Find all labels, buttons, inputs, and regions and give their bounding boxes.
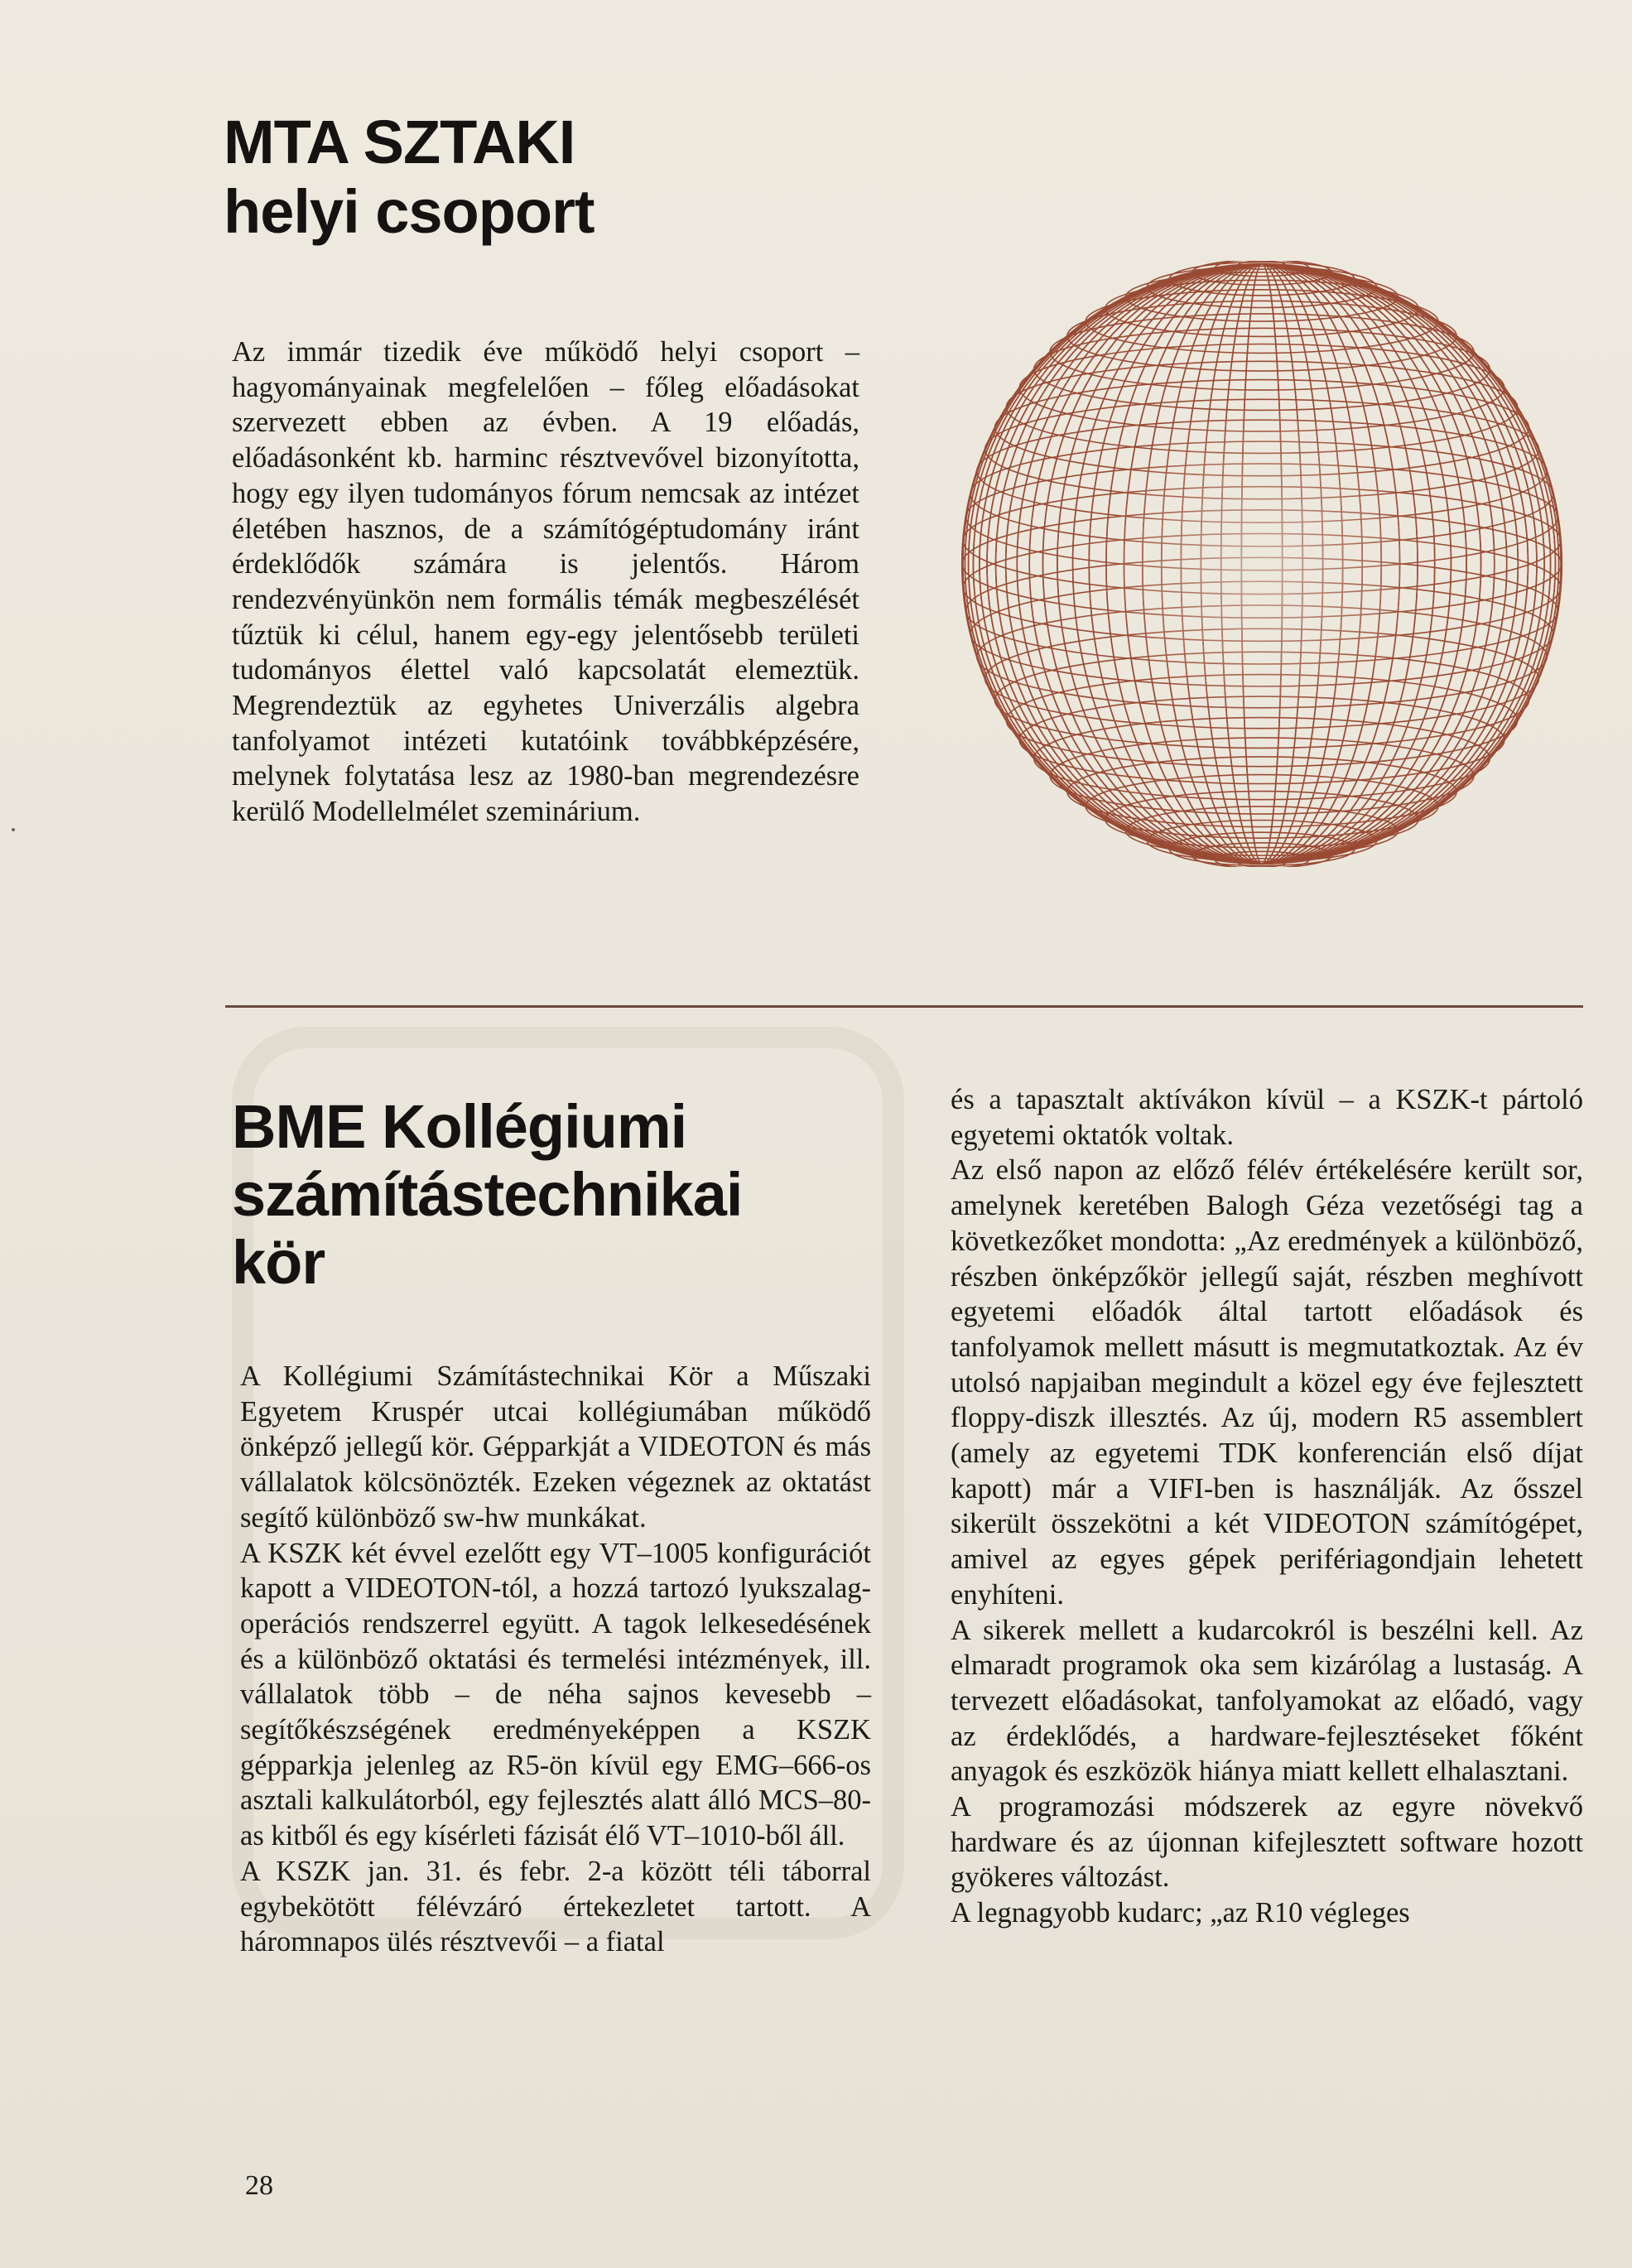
sphere-parallel <box>1034 328 1490 410</box>
bme-right-paragraph-1: és a tapasztalt aktívákon kívül – a KSZK-t pártoló egyetemi oktatók voltak. <box>951 1084 1583 1151</box>
bme-right-paragraph-2: Az első napon az előző félév értékelésére került sor, amelynek keretében Balogh Géza vezetőségi tag a következőket mondotta: „Az eredmények a különböző, részben önképzőkör jellegű saját, részben meghívott egyetemi előadók által tartott előadások és tanfolyamok mellett másutt is megmutatkoztak. Az év utolsó napjaiban megindult a közel egy éve fejlesztett floppy-diszk illesztés. Az új, modern R5 assemblert (amely az egyetemi TDK konferencián első díjat kapott) már a VIFI-ben is használják. Az ősszel sikerült összekötni a két VIDEOTON számítógépet, amivel az egyes gépek perifériagondjain lehetett enyhíteni. <box>951 1154 1583 1611</box>
sztaki-title-line2: helyi csoport <box>224 177 595 246</box>
wireframe-sphere-graphic <box>959 261 1565 867</box>
bme-title-line1: BME Kollégiumi <box>232 1092 687 1161</box>
bme-right-paragraph-4: A programozási módszerek az egyre növekvő hardware és az újonnan kifejlesztett software hozott gyökeres változást. <box>951 1791 1583 1894</box>
bme-right-paragraph-3: A sikerek mellett a kudarcokról is beszélni kell. Az elmaradt programok oka sem kizárólag a lustaság. A tervezett előadásokat, tanfolyamokat az előadó, vagy az érdeklődés, a hardware-fejlesztéseket főként anyagok és eszközök hiánya miatt kellett elhalasztani. <box>951 1614 1583 1788</box>
section-divider <box>225 1005 1583 1008</box>
bme-title-line3: kör <box>232 1228 325 1297</box>
sztaki-article-body <box>232 335 859 830</box>
bme-left-paragraph-2: A KSZK két évvel ezelőtt egy VT–1005 konfigurációt kapott a VIDEOTON-tól, a hozzá tartozó lyukszalag-operációs rendszerrel együtt. A tagok lelkesedésének és a különböző oktatási és termelési intézmények, ill. vállalatok több – de néha sajnos kevesebb – segítőkészségének eredményeképpen a KSZK gépparkja jelenleg az R5-ön kívül egy EMG–666-os asztali kalkulátorból, egy fejlesztés alatt álló MCS–80-as kitből és egy kísérleti fázisát élő VT–1010-ből áll. <box>240 1537 871 1852</box>
sphere-illustration <box>959 261 1565 867</box>
sphere-parallel <box>1050 314 1474 390</box>
sphere-parallel <box>1169 262 1355 296</box>
bme-article-left-column <box>240 1359 871 1960</box>
bme-left-paragraph-3: A KSZK jan. 31. és febr. 2-a között téli táborral egybekötött félévzáró értekezletet tartott. A háromnapos ülés résztvevői – a fiatal <box>240 1855 871 1958</box>
sztaki-section-title <box>224 108 595 247</box>
bme-article-right-column <box>951 1082 1583 1931</box>
sztaki-title-line1: MTA SZTAKI <box>224 108 575 176</box>
sphere-parallel <box>1050 738 1474 814</box>
bme-section-title <box>232 1093 878 1297</box>
paper-speck <box>12 828 15 831</box>
sztaki-paragraph: Az immár tizedik éve működő helyi csoport – hagyományainak megfelelően – főleg előadásokat szervezett ebben az évben. A 19 előadás, előadásonként kb. harminc résztvevővel bizonyította, hogy egy ilyen tudományos fórum nemcsak az intézet életében hasznos, de a számítógéptudomány iránt érdeklődők számára is jelentős. Három rendezvényünkön nem formális témák megbeszélését tűztük ki célul, hanem egy-egy jelentősebb területi tudományos élettel való kapcsolatát elemeztük. Megrendeztük az egyhetes Univerzális algebra tanfolyamot intézeti kutatóink továbbképzésére, melynek folytatása lesz az 1980-ban megrendezésre kerülő Modellelmélet szeminárium. <box>232 336 859 828</box>
sphere-highlight <box>1097 399 1427 729</box>
bme-title-line2: számítástechnikai <box>232 1160 743 1229</box>
page-number: 28 <box>245 2170 273 2201</box>
sphere-parallel <box>1034 718 1490 800</box>
bme-right-paragraph-5: A legnagyobb kudarc; „az R10 végleges <box>951 1897 1410 1929</box>
bme-left-paragraph-1: A Kollégiumi Számítástechnikai Kör a Műszaki Egyetem Kruspér utcai kollégiumában működő önképző jellegű kör. Gépparkját a VIDEOTON és más vállalatok kölcsönözték. Ezeken végeznek az oktatást segítő különböző sw-hw munkákat. <box>240 1360 871 1534</box>
